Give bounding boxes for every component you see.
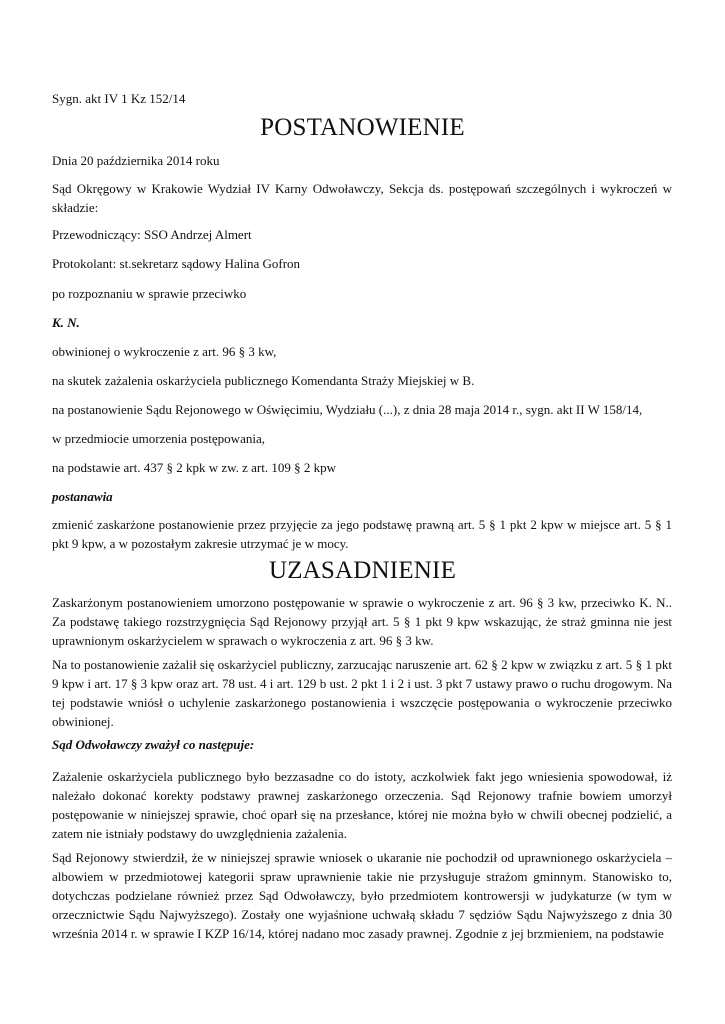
appealed-decision: na postanowienie Sądu Rejonowego w Oświęcimiu, Wydziału (...), z dnia 28 maja 2014 r., sygn. akt II W 158/14,: [52, 402, 643, 417]
justification-paragraph-3: Zażalenie oskarżyciela publicznego było bezzasadne co do istoty, aczkolwiek fakt jego wniesienia spowodował, iż należało dokonać korekty podstawy prawnej zaskarżonego orzeczenia. Sąd Rejonowy trafnie bowiem umorzył postępowanie w niniejszej sprawie, choć oparł się na przesłance, której nie można było w chwili obecnej podzielić, a zatem nie istniały podstawy do uwzględnienia zażalenia.: [52, 769, 672, 841]
case-signature: Sygn. akt IV 1 Kz 152/14: [52, 91, 186, 106]
presiding-judge: Przewodniczący: SSO Andrzej Almert: [52, 227, 252, 242]
document-title: POSTANOWIENIE: [260, 114, 465, 141]
justification-paragraph-4: Sąd Rejonowy stwierdził, że w niniejszej sprawie wniosek o ukaranie nie pochodził od uprawnionego oskarżyciela – albowiem w przedmiotowej kategorii spraw uprawnienie takie nie przysługuje strażom gminnym. Stanowisko to, dotychczas podzielane również przez Sąd Odwoławczy, było przedmiotem kontrowersji w judykaturze (w tym w orzecznictwie Sądu Najwyższego). Zostały one wyjaśnione uchwałą składu 7 sędziów Sądu Najwyższego z dnia 30 września 2014 r. w sprawie I KZP 16/14, której nadano moc zasady prawnej. Zgodnie z jej brzmieniem, na podstawie: [52, 850, 672, 941]
justification-paragraph-2: Na to postanowienie zażalił się oskarżyciel publiczny, zarzucając naruszenie art. 62 § 2 kpw w związku z art. 5 § 1 pkt 9 kpw i art. 17 § 3 kpw oraz art. 78 ust. 4 i art. 129 b ust. 2 pkt 1 i 2 i ust. 3 pkt 7 ustawy prawo o ruchu drogowym. Na tej podstawie wniósł o uchylenie zaskarżonego postanowienia i wszczęcie postępowania o wykroczenie przeciwko obwinionej.: [52, 657, 672, 729]
justification-paragraph-1: Zaskarżonym postanowieniem umorzono postępowanie w sprawie o wykroczenie z art. 96 § 3 kw, przeciwko K. N.. Za podstawę takiego rozstrzygnięcia Sąd Rejonowy przyjął art. 5 § 1 pkt 9 kpw wskazując, że straż gminna nie jest uprawnionym oskarżycielem w sprawach o wykroczenia z art. 96 § 3 kw.: [52, 595, 672, 648]
case-subject: w przedmiocie umorzenia postępowania,: [52, 431, 265, 446]
ruling-text: zmienić zaskarżone postanowienie przez przyjęcie za jego podstawę prawną art. 5 § 1 pkt 2 kpw w miejsce art. 5 § 1 pkt 9 kpw, a w pozostałym zakresie utrzymać je w mocy.: [52, 517, 672, 551]
charge-text: obwinionej o wykroczenie z art. 96 § 3 kw,: [52, 344, 277, 359]
court-composition: Sąd Okręgowy w Krakowie Wydział IV Karny Odwoławczy, Sekcja ds. postępowań szczególnych i wykroczeń w składzie:: [52, 181, 672, 215]
justification-title: UZASADNIENIE: [268, 557, 457, 584]
ruling-label: postanawia: [52, 489, 113, 504]
case-intro: po rozpoznaniu w sprawie przeciwko: [52, 286, 247, 301]
defendant-name: K. N.: [52, 315, 80, 330]
court-considered-heading: Sąd Odwoławczy zważył co następuje:: [52, 737, 255, 752]
legal-basis: na podstawie art. 437 § 2 kpk w zw. z art. 109 § 2 kpw: [52, 460, 337, 475]
document-date: Dnia 20 października 2014 roku: [52, 153, 220, 168]
complaint-text: na skutek zażalenia oskarżyciela publicznego Komendanta Straży Miejskiej w B.: [52, 373, 475, 388]
court-clerk: Protokolant: st.sekretarz sądowy Halina Gofron: [52, 256, 301, 271]
